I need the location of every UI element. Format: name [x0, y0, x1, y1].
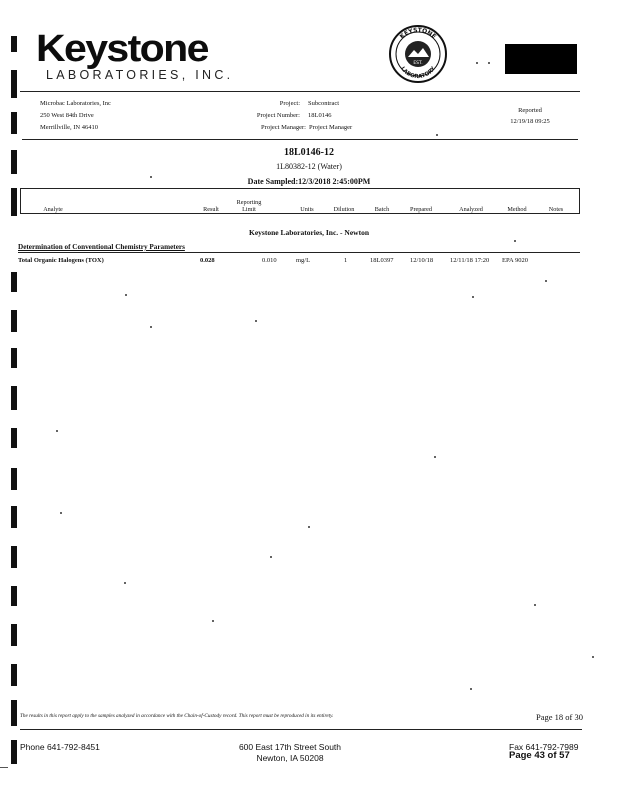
- scan-mark: [11, 546, 17, 568]
- col-header-prepared: Prepared: [410, 206, 432, 213]
- scan-mark: [11, 468, 17, 490]
- section-rule: [18, 252, 580, 253]
- lab-sample-id: 1L80382-12 (Water): [276, 162, 342, 171]
- header-rule: [20, 91, 580, 92]
- project-value: Subcontract: [308, 100, 340, 107]
- footer-fax: Fax 641-792-7989: [509, 742, 579, 752]
- scan-mark: [11, 310, 17, 332]
- client-city: Merrillville, IN 46410: [40, 124, 98, 131]
- scan-mark: [11, 664, 17, 686]
- col-header-notes: Notes: [548, 206, 564, 213]
- project-number-label: Project Number:: [256, 112, 300, 119]
- project-manager-label: Project Manager:: [261, 124, 306, 131]
- footer-rule: [20, 729, 582, 730]
- laboratory-name: Keystone Laboratories, Inc. - Newton: [249, 228, 369, 237]
- cell-analyzed: 12/11/18 17:20: [450, 257, 490, 264]
- col-header-method: Method: [507, 206, 527, 213]
- scan-mark: [11, 700, 17, 726]
- cell-result: 0.028: [200, 257, 215, 264]
- company-logo-subtitle: LABORATORIES, INC.: [46, 68, 234, 82]
- footer-address-line1: 600 East 17th Street South: [238, 742, 342, 752]
- scan-mark: [11, 740, 17, 764]
- report-disclaimer: The results in this report apply to the samples analyzed in accordance with the Chain-of-Custody record. This report must be reproduced in its entirety.: [20, 713, 334, 719]
- seal-top-text: KEYSTONE: [398, 26, 438, 41]
- cell-method: EPA 9020: [502, 257, 528, 264]
- col-header-analyte: Analyte: [43, 206, 63, 213]
- scan-mark: [11, 272, 17, 292]
- scan-mark: [11, 586, 17, 606]
- scan-mark: [11, 112, 17, 134]
- scan-mark: [11, 70, 17, 98]
- col-header-result: Result: [203, 206, 219, 213]
- col-header-reporting-limit: Reporting Limit: [236, 199, 262, 213]
- date-sampled: Date Sampled:12/3/2018 2:45:00PM: [247, 177, 371, 186]
- redaction-box: [505, 44, 577, 74]
- project-label: Project:: [279, 100, 300, 107]
- scan-mark: [11, 624, 17, 646]
- col-header-units: Units: [300, 206, 314, 213]
- sample-id: 18L0146-12: [284, 147, 334, 158]
- col-header-batch: Batch: [374, 206, 390, 213]
- footer-page-total: Page 43 of 57: [509, 750, 570, 761]
- footer-phone: Phone 641-792-8451: [20, 742, 100, 752]
- col-header-analyzed: Analyzed: [459, 206, 483, 213]
- col-header-dilution: Dilution: [333, 206, 355, 213]
- scan-mark: [11, 428, 17, 448]
- seal-center-text: EST.: [413, 61, 423, 66]
- scan-mark: [11, 506, 17, 528]
- reported-label: Reported: [518, 107, 542, 114]
- seal-bottom-text: LABORATORY: [399, 65, 437, 81]
- page-number: Page 18 of 30: [536, 712, 583, 722]
- footer-address-line2: Newton, IA 50208: [256, 753, 324, 763]
- cell-batch: 18L0397: [370, 257, 394, 264]
- project-manager-value: Project Manager: [309, 124, 353, 131]
- cell-analyte: Total Organic Halogens (TOX): [18, 257, 104, 264]
- client-name: Microbac Laboratories, Inc: [40, 100, 111, 107]
- cell-prepared: 12/10/18: [410, 257, 434, 264]
- scan-mark: [11, 386, 17, 410]
- company-seal-icon: [388, 24, 448, 84]
- client-street: 250 West 84th Drive: [40, 112, 94, 119]
- scan-mark: [11, 36, 17, 52]
- company-logo-wordmark: Keystone: [36, 28, 208, 70]
- cell-units: mg/L: [296, 257, 311, 264]
- reported-date: 12/19/18 09:25: [510, 118, 550, 125]
- section-title: Determination of Conventional Chemistry Parameters: [18, 243, 185, 251]
- project-number-value: 18L0146: [308, 112, 332, 119]
- cell-dilution: 1: [344, 257, 348, 264]
- cell-reporting-limit: 0.010: [262, 257, 277, 264]
- scan-mark: [11, 188, 17, 216]
- scan-mark: [11, 348, 17, 368]
